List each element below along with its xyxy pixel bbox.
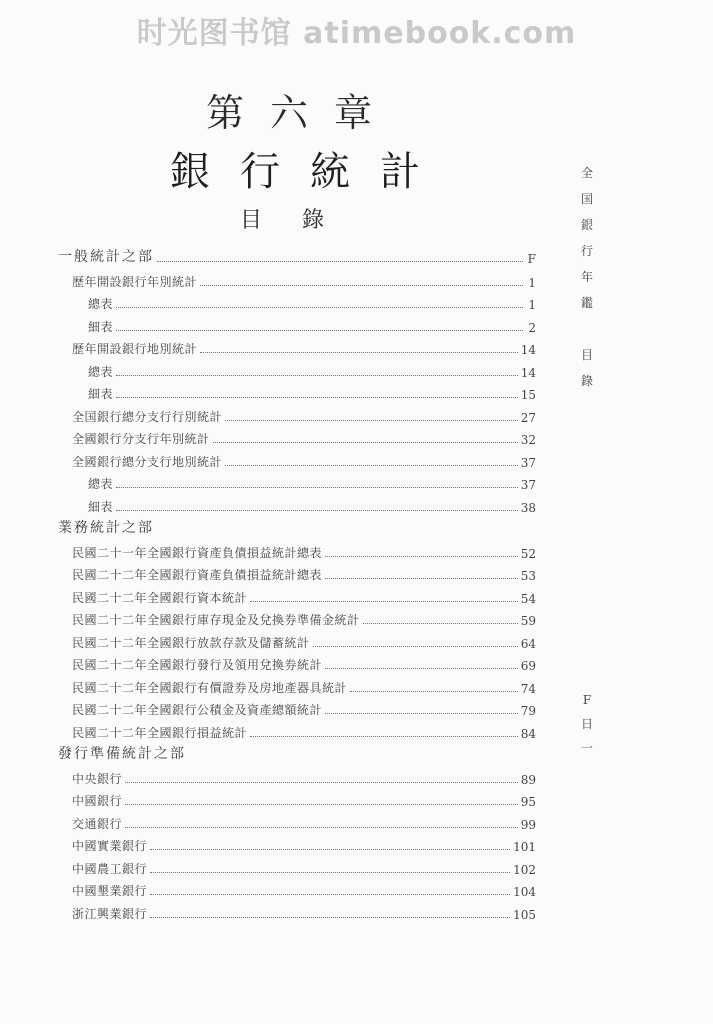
toc-entry bbox=[72, 631, 536, 651]
toc-entry-page: 53 bbox=[520, 569, 536, 583]
chapter-heading: 第六章 bbox=[206, 91, 399, 135]
leader-dots bbox=[150, 848, 510, 850]
toc-entry-page: 64 bbox=[520, 636, 536, 651]
side-char: 年 bbox=[580, 270, 593, 284]
toc-entry-label: 民國二十二年全國銀行資產負債損益統計總表 bbox=[72, 568, 323, 582]
toc-entry-page: 32 bbox=[520, 433, 536, 447]
toc-entry bbox=[72, 789, 536, 809]
toc-entry bbox=[88, 360, 536, 380]
toc-entry-page: 69 bbox=[520, 659, 536, 673]
toc-entry bbox=[88, 495, 536, 515]
leader-dots bbox=[150, 871, 510, 873]
side-char: 国 bbox=[580, 192, 593, 206]
toc-entry-page: 37 bbox=[520, 455, 536, 470]
leader-dots bbox=[116, 329, 523, 331]
toc-entry-label: 全國銀行總分支行地別統計 bbox=[72, 454, 223, 469]
leader-dots bbox=[325, 712, 518, 714]
toc-entry-label: 中國墾業銀行 bbox=[72, 884, 148, 898]
toc-entry-page: 15 bbox=[520, 388, 536, 402]
toc-entry-page: 27 bbox=[520, 410, 536, 425]
toc-entry-label: 民國二十二年全國銀行放款存款及儲蓄統計 bbox=[72, 635, 310, 650]
toc-entry-label: 中央銀行 bbox=[72, 771, 123, 786]
toc-section bbox=[58, 743, 536, 763]
toc-entry bbox=[72, 270, 536, 290]
side-footer-char: 日 bbox=[580, 717, 593, 731]
leader-dots bbox=[325, 555, 518, 557]
leader-dots bbox=[250, 735, 518, 737]
toc-entry-page: 79 bbox=[520, 704, 536, 718]
leader-dots bbox=[150, 916, 510, 918]
toc-entry-page: 38 bbox=[520, 500, 536, 515]
leader-dots bbox=[225, 464, 518, 466]
toc-entry-page: 1 bbox=[528, 298, 536, 312]
side-char: 鑑 bbox=[580, 296, 593, 310]
leader-dots bbox=[200, 351, 518, 353]
toc-section-label: 一般統計之部 bbox=[58, 249, 154, 265]
toc-entry bbox=[72, 450, 536, 470]
toc-entry-label: 總表 bbox=[88, 477, 114, 491]
toc-section-label: 發行準備統計之部 bbox=[58, 746, 186, 762]
toc-entry bbox=[72, 653, 536, 673]
toc-entry-page: 52 bbox=[520, 546, 536, 561]
leader-dots bbox=[150, 893, 510, 895]
toc-entry-label: 細表 bbox=[88, 387, 114, 401]
leader-dots bbox=[363, 622, 518, 624]
leader-dots bbox=[125, 803, 518, 805]
toc-entry-page: 74 bbox=[520, 681, 536, 696]
toc-entry-page: 37 bbox=[520, 478, 536, 492]
leader-dots bbox=[116, 306, 523, 308]
toc-section-page: F bbox=[527, 252, 536, 266]
toc-section-label: 業務統計之部 bbox=[58, 520, 154, 536]
toc-entry-label: 交通銀行 bbox=[72, 816, 123, 831]
toc-entry-label: 中國農工銀行 bbox=[72, 861, 148, 876]
toc-entry bbox=[72, 721, 536, 741]
toc-entry-label: 中國銀行 bbox=[72, 794, 123, 808]
toc-entry-page: 99 bbox=[520, 817, 536, 832]
side-footer-char: 一 bbox=[580, 741, 593, 755]
page-title: 銀行統計 bbox=[170, 149, 450, 195]
toc-entry bbox=[72, 608, 536, 628]
leader-dots bbox=[225, 419, 518, 421]
toc-entry-label: 民國二十一年全國銀行資產負債損益統計總表 bbox=[72, 545, 323, 560]
toc-entry-page: 101 bbox=[513, 840, 536, 854]
toc-entry-page: 1 bbox=[528, 275, 536, 290]
toc-entry bbox=[72, 676, 536, 696]
toc-entry bbox=[72, 337, 536, 357]
toc-entry bbox=[72, 879, 536, 899]
toc-entry-label: 浙江興業銀行 bbox=[72, 906, 148, 921]
toc-entry bbox=[72, 586, 536, 606]
toc-entry bbox=[72, 857, 536, 877]
toc-entry-page: 54 bbox=[520, 591, 536, 606]
toc-entry bbox=[72, 427, 536, 447]
toc-entry bbox=[72, 541, 536, 561]
toc-entry-label: 民國二十二年全國銀行資本統計 bbox=[72, 590, 248, 605]
toc-entry bbox=[88, 382, 536, 402]
side-running-header bbox=[580, 160, 594, 394]
toc-entry-page: 14 bbox=[520, 343, 536, 357]
leader-dots bbox=[116, 486, 518, 488]
toc-entry-page: 59 bbox=[520, 614, 536, 628]
leader-dots bbox=[116, 396, 518, 398]
side-page-marker bbox=[580, 688, 594, 760]
toc-entry bbox=[72, 563, 536, 583]
toc-entry-label: 全國銀行分支行年別統計 bbox=[72, 432, 210, 446]
leader-dots bbox=[250, 600, 518, 602]
side-char: 銀 bbox=[580, 218, 593, 232]
toc-entry-page: 104 bbox=[513, 885, 536, 899]
side-char bbox=[580, 316, 594, 342]
side-char: 行 bbox=[580, 244, 593, 258]
toc-entry-label: 總表 bbox=[88, 364, 114, 379]
toc-entry bbox=[72, 767, 536, 787]
toc-entry-label: 民國二十二年全國銀行庫存現金及兌換券準備金統計 bbox=[72, 613, 360, 627]
toc-entry-label: 全国銀行總分支行行別統計 bbox=[72, 409, 223, 424]
toc-entry bbox=[72, 834, 536, 854]
toc-entry-label: 民國二十二年全國銀行損益統計 bbox=[72, 725, 248, 740]
leader-dots bbox=[313, 645, 518, 647]
leader-dots bbox=[213, 441, 518, 443]
side-char: 全 bbox=[580, 166, 593, 180]
toc-entry bbox=[72, 812, 536, 832]
toc-entry-label: 中國實業銀行 bbox=[72, 839, 148, 853]
toc-entry bbox=[88, 315, 536, 335]
toc-entry-page: 95 bbox=[520, 795, 536, 809]
toc-entry-page: 84 bbox=[520, 726, 536, 741]
leader-dots bbox=[125, 781, 518, 783]
toc-entry bbox=[88, 292, 536, 312]
leader-dots bbox=[116, 374, 518, 376]
leader-dots bbox=[125, 826, 518, 828]
side-char: 錄 bbox=[580, 374, 593, 388]
side-char: 目 bbox=[580, 348, 593, 362]
toc-entry-label: 歷年開設銀行地別統計 bbox=[72, 342, 198, 356]
toc-entry-page: 14 bbox=[520, 365, 536, 380]
leader-dots bbox=[189, 758, 523, 759]
leader-dots bbox=[157, 260, 523, 262]
toc-entry-page: 105 bbox=[513, 907, 536, 922]
toc-entry-label: 細表 bbox=[88, 499, 114, 514]
side-footer-char: F bbox=[582, 693, 592, 707]
leader-dots bbox=[200, 284, 523, 286]
leader-dots bbox=[350, 690, 518, 692]
toc-entry-label: 細表 bbox=[88, 319, 114, 334]
toc-entry bbox=[72, 698, 536, 718]
toc-section bbox=[58, 517, 536, 537]
leader-dots bbox=[325, 577, 518, 579]
toc-section bbox=[58, 246, 536, 266]
toc-heading: 目錄 bbox=[240, 208, 365, 233]
watermark-text: 时光图书馆 atimebook.com bbox=[136, 16, 577, 51]
toc-entry-page: 89 bbox=[520, 772, 536, 787]
toc-entry-page: 2 bbox=[528, 320, 536, 335]
table-of-contents bbox=[0, 246, 713, 926]
toc-entry-page: 102 bbox=[513, 862, 536, 877]
toc-entry bbox=[88, 472, 536, 492]
leader-dots bbox=[157, 532, 523, 533]
toc-entry bbox=[72, 902, 536, 922]
toc-entry-label: 民國二十二年全國銀行有價證券及房地產器具統計 bbox=[72, 680, 348, 695]
leader-dots bbox=[116, 509, 518, 511]
toc-entry-label: 總表 bbox=[88, 297, 114, 311]
toc-entry-label: 民國二十二年全國銀行公積金及資產總額統計 bbox=[72, 703, 323, 717]
leader-dots bbox=[325, 667, 518, 669]
toc-entry-label: 歷年開設銀行年別統計 bbox=[72, 274, 198, 289]
toc-entry bbox=[72, 405, 536, 425]
toc-entry-label: 民國二十二年全國銀行發行及領用兌換券統計 bbox=[72, 658, 323, 672]
